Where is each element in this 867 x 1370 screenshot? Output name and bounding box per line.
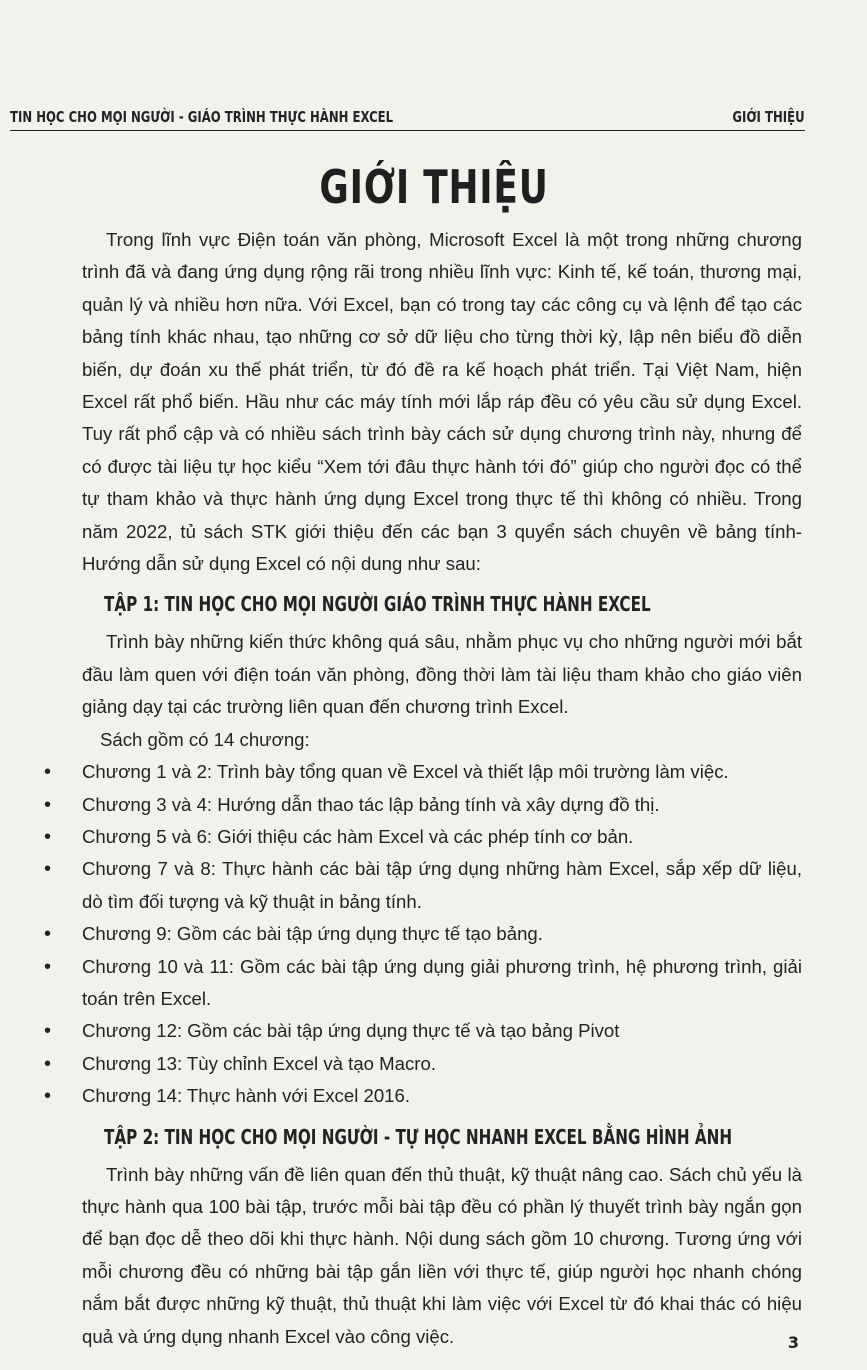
volume2-heading-text: TẬP 2: TIN HỌC CHO MỌI NGƯỜI - TỰ HỌC NHANH EXCEL BẰNG HÌNH ẢNH: [104, 1124, 733, 1149]
volume2-description: Trình bày những vấn đề liên quan đến thủ thuật, kỹ thuật nâng cao. Sách chủ yếu là thực hành qua 100 bài tập, trước mỗi bài tập đều có phần lý thuyết trình bày ngắn gọn để bạn đọc dễ theo dõi khi thực hành. Nội dung sách gồm 10 chương. Tương ứng với mỗi chương đều có những bài tập gắn liền với thực tế, giúp người học nhanh chóng nắm bắt được những kỹ thuật, thủ thuật khi làm việc với Excel từ đó khai thác có hiệu quả và ứng dụng nhanh Excel vào công việc.: [82, 1163, 802, 1347]
running-header-section: GIỚI THIỆU: [732, 108, 805, 126]
chapter-list-item: • Chương 3 và 4: Hướng dẫn thao tác lập bảng tính và xây dựng đồ thị.: [82, 789, 802, 821]
chapter-list-item: • Chương 10 và 11: Gồm các bài tập ứng dụng giải phương trình, hệ phương trình, giải toán trên Excel.: [82, 951, 802, 1016]
chapter-list-item: • Chương 5 và 6: Giới thiệu các hàm Excel và các phép tính cơ bản.: [82, 821, 802, 853]
intro-paragraph: Trong lĩnh vực Điện toán văn phòng, Microsoft Excel là một trong những chương trình đã và đang ứng dụng rộng rãi trong nhiều lĩnh vực: Kinh tế, kế toán, thương mại, quản lý và nhiều hơn nữa. Với Excel, bạn có trong tay các công cụ và lệnh để tạo các bảng tính khác nhau, tạo những cơ sở dữ liệu cho từng thời kỳ, lập nên biểu đồ diễn biến, dự đoán xu thế phát triển, từ đó đề ra kế hoạch phát triển. Tại Việt Nam, hiện Excel rất phổ biến. Hầu như các máy tính mới lắp ráp đều có yêu cầu sử dụng Excel. Tuy rất phổ cập và có nhiều sách trình bày cách sử dụng chương trình này, nhưng để có được tài liệu tự học kiểu “Xem tới đâu thực hành tới đó” giúp cho người đọc có thể tự tham khảo và thực hành ứng dụng Excel trong thực tế thì không có nhiều. Trong năm 2022, tủ sách STK giới thiệu đến các bạn 3 quyển sách chuyên về bảng tính-Hướng dẫn sử dụng Excel có nội dung như sau:: [82, 229, 802, 575]
chapter-list-item: • Chương 7 và 8: Thực hành các bài tập ứng dụng những hàm Excel, sắp xếp dữ liệu, dò tìm đối tượng và kỹ thuật in bảng tính.: [82, 853, 802, 918]
page-title-text: GIỚI THIỆU: [318, 160, 549, 214]
page-number: 3: [787, 1333, 799, 1352]
chapter-list-item: • Chương 13: Tùy chỉnh Excel và tạo Macro.: [82, 1048, 802, 1080]
chapter-list-item: • Chương 14: Thực hành với Excel 2016.: [82, 1080, 802, 1112]
volume1-heading-text: TẬP 1: TIN HỌC CHO MỌI NGƯỜI GIÁO TRÌNH THỰC HÀNH EXCEL: [104, 592, 651, 617]
volume1-heading: [82, 586, 802, 622]
running-header: [10, 100, 805, 131]
chapter-list-item: • Chương 12: Gồm các bài tập ứng dụng thực tế và tạo bảng Pivot: [82, 1015, 802, 1047]
chapter-list-item: • Chương 1 và 2: Trình bày tổng quan về Excel và thiết lập môi trường làm việc.: [82, 756, 802, 788]
volume1-chapters-intro: Sách gồm có 14 chương:: [100, 728, 310, 750]
volume1-description: Trình bày những kiến thức không quá sâu, nhằm phục vụ cho những người mới bắt đầu làm quen với điện toán văn phòng, đồng thời làm tài liệu tham khảo cho giáo viên giảng dạy tại các trường liên quan đến chương trình Excel.: [82, 631, 802, 718]
volume1-chapter-list: [82, 756, 802, 1112]
page-title: [0, 160, 867, 214]
chapter-list-item: • Chương 9: Gồm các bài tập ứng dụng thực tế tạo bảng.: [82, 918, 802, 950]
page-content: [82, 224, 802, 1353]
volume2-heading: [82, 1119, 802, 1155]
running-header-book-title: TIN HỌC CHO MỌI NGƯỜI - GIÁO TRÌNH THỰC HÀNH EXCEL: [10, 108, 394, 126]
